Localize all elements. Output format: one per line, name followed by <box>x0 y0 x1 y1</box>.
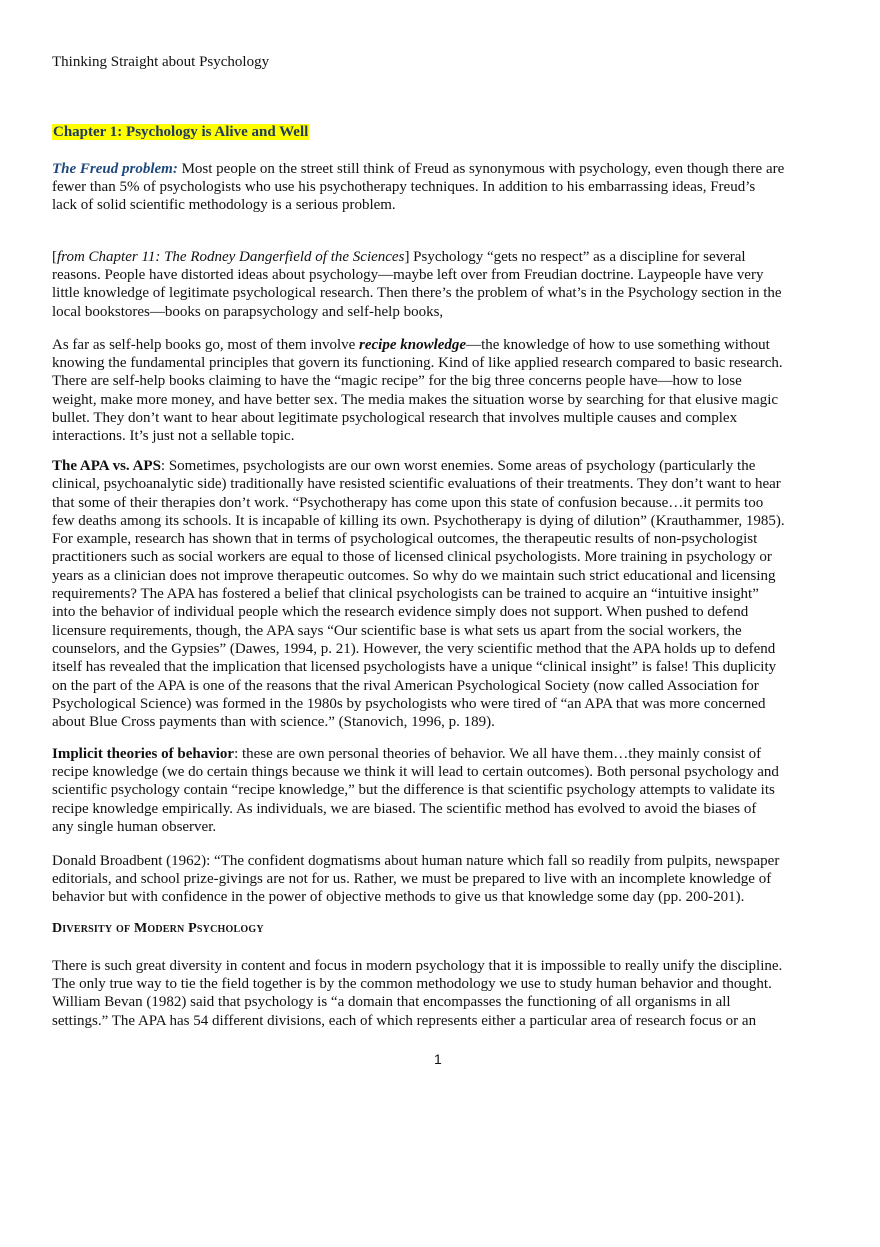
text-line: years as a clinician does not improve therapeutic outcomes. So why do we maintain such strict educational and licensing <box>52 567 776 584</box>
paragraph-broadbent <box>52 852 779 907</box>
text-run: : these are own personal theories of behavior. We all have them…they mainly consist of <box>234 746 762 762</box>
text-line: editorials, and school prize-givings are not for us. Rather, we must be prepared to live with an incomplete knowledge of <box>52 871 772 888</box>
text-line: practitioners such as social workers are equal to those of licensed clinical psychologists. More training in psychology or <box>52 549 772 566</box>
text-line: that some of their therapies don’t work. “Psychotherapy has come upon this state of confusion because…it permits too <box>52 494 764 511</box>
text-line: about Blue Cross payments than with science.” (Stanovich, 1996, p. 189). <box>52 714 495 731</box>
text-line <box>52 160 784 178</box>
text-line: bullet. They don’t want to hear about legitimate psychological research that involves multiple causes and complex <box>52 409 738 426</box>
text-line: clinical, psychoanalytic side) traditionally have resisted scientific evaluations of their treatments. They don’t want to hear <box>52 476 781 493</box>
text-line <box>52 745 779 763</box>
text-run: [ <box>52 249 57 265</box>
styled-text-run: Implicit theories of behavior <box>52 746 235 762</box>
text-line: little knowledge of legitimate psychological research. Then there’s the problem of what’s in the Psychology section in the <box>52 285 782 302</box>
text-line: There is such great diversity in content and focus in modern psychology that it is impossible to really unify the discipline. <box>52 958 783 974</box>
text-line: licensure requirements, though, the APA says “Our scientific base is what sets us apart from the social workers, the <box>52 622 742 639</box>
text-line: recipe knowledge empirically. As individuals, we are biased. The scientific method has evolved to avoid the biases of <box>52 800 757 817</box>
text-line: interactions. It’s just not a sellable topic. <box>52 427 295 444</box>
text-line: fewer than 5% of psychologists who use his psychotherapy techniques. In addition to his embarrassing ideas, Freud’s <box>52 179 756 196</box>
text-line: counselors, and the Gypsies” (Dawes, 1994, p. 21). However, the very scientific method that the APA holds up to defend <box>52 640 776 657</box>
page-number: 1 <box>434 1051 442 1067</box>
text-run: Most people on the street still think of Freud as synonymous with psychology, even though there are <box>177 161 785 177</box>
styled-text-run: from Chapter 11: The Rodney Dangerfield of the Sciences <box>57 249 405 265</box>
text-line: lack of solid scientific methodology is a serious problem. <box>52 197 396 214</box>
text-line: weight, make more money, and have better sex. The media makes the situation worse by searching for that elusive magic <box>52 391 779 408</box>
text-line: For example, research has shown that in terms of psychological outcomes, the therapeutic results of non-psychologist <box>52 531 758 548</box>
text-line <box>52 248 782 266</box>
text-line: Donald Broadbent (1962): “The confident dogmatisms about human nature which fall so readily from pulpits, newspaper <box>52 853 780 869</box>
styled-text-run: recipe knowledge <box>359 337 467 353</box>
text-run: ] Psychology “gets no respect” as a discipline for several <box>404 249 746 265</box>
text-line: scientific psychology contain “recipe knowledge,” but the difference is that scientific psychology attempts to validate its <box>52 782 775 799</box>
text-line: The only true way to tie the field together is by the common methodology we use to study human behavior and thought. <box>52 976 772 993</box>
styled-text-run: The APA vs. APS <box>52 458 161 474</box>
styled-text-run: The Freud problem: <box>52 161 178 177</box>
header-title: Thinking Straight about Psychology <box>52 54 270 70</box>
text-line: into the behavior of individual people which the research evidence simply does not support. When pushed to defend <box>52 604 749 621</box>
text-line: behavior but with confidence in the power of objective methods to give us that knowledge some day (pp. 200-201). <box>52 889 745 906</box>
paragraph-implicit-theories <box>52 745 779 836</box>
paragraph-apa-vs-aps <box>52 457 785 731</box>
chapter-heading: Chapter 1: Psychology is Alive and Well <box>53 124 309 140</box>
text-run: As far as self-help books go, most of them involve <box>52 337 360 353</box>
text-run: —the knowledge of how to use something without <box>466 337 770 353</box>
text-run: : Sometimes, psychologists are our own worst enemies. Some areas of psychology (particularly the <box>160 458 756 474</box>
text-line: There are self-help books claiming to have the “magic recipe” for the big three concerns people have—how to lose <box>52 373 742 390</box>
text-line: Psychological Science) was formed in the 1980s by psychologists who were tired of “an APA that was more concerned <box>52 695 766 712</box>
paragraph-diversity <box>52 957 782 1030</box>
text-line: on the part of the APA is one of the reasons that the rival American Psychological Society (now called Association for <box>52 677 759 694</box>
paragraph-freud <box>52 160 784 215</box>
text-line: settings.” The APA has 54 different divisions, each of which represents either a particular area of research focus or an <box>52 1012 757 1029</box>
text-line: any single human observer. <box>52 818 217 835</box>
text-line <box>52 457 785 475</box>
text-line: William Bevan (1982) said that psychology is “a domain that encompasses the functioning of all organisms in all <box>52 994 731 1011</box>
paragraph-dangerfield <box>52 248 782 321</box>
chapter-heading-block <box>52 124 309 141</box>
section-heading-diversity <box>52 919 264 937</box>
text-line: reasons. People have distorted ideas about psychology—maybe left over from Freudian doctrine. Laypeople have very <box>52 267 764 284</box>
text-line <box>52 336 783 354</box>
text-line: few deaths among its schools. It is incapable of killing its own. Psychotherapy is dying of dilution” (Krauthammer, 1985). <box>52 512 785 529</box>
running-header <box>52 53 269 71</box>
text-line: itself has revealed that the implication that licensed psychologists have a unique “clinical insight” is false! This duplicity <box>52 659 777 676</box>
text-line: requirements? The APA has fostered a belief that clinical psychologists can be trained to acquire an “intuitive insight” <box>52 586 759 603</box>
text-line: local bookstores—books on parapsychology and self-help books, <box>52 303 444 320</box>
text-line: knowing the fundamental principles that govern its functioning. Kind of like applied research compared to basic research. <box>52 355 783 372</box>
text-line <box>52 919 264 937</box>
paragraph-recipe-knowledge <box>52 336 783 445</box>
styled-text-run: Diversity of Modern Psychology <box>52 921 264 936</box>
text-line: recipe knowledge (we do certain things because we think it will lead to certain outcomes). Both personal psychology and <box>52 764 779 781</box>
